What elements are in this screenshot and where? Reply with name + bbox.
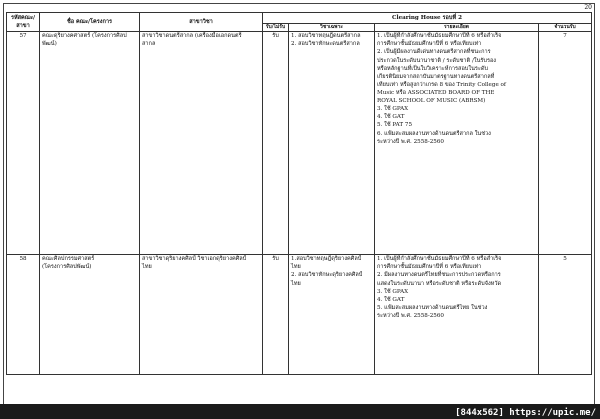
table-row <box>7 32 592 255</box>
row-details: 1. เป็นผู้ที่กำลังศึกษาชั้นมัธยมศึกษาปีที่ 6 หรือสำเร็จ การศึกษาชั้นมัธยมศึกษาปีที่ 6 หรือเทียบเท่า 2. เป็นผู้มีผลงานดีเด่นทางดนตรีสากลที่ชนะการ ประกวดในระดับนานาชาติ / ระดับชาติ /ในรับรอง หรือหลักฐานที่เป็นใบวิเคราะห์การสอบในระดับ เกียรตินิยมจากสถาบันมาตรฐานทางดนตรีสากลที่ เทียบเท่า หรือสูงกว่าเกรด 8 ของ Trinity College of Music หรือ ASSOCIATED BOARD OF THE ROYAL SCHOOL OF MUSIC (ABRSM) 3. ใช้ GPAX 4. ใช้ GAT 5. ใช้ PAT 75 6. แฟ้มสะสมผลงานทางด้านดนตรีสากล ในช่วง ระหว่างปี พ.ศ. 2558-2560 <box>375 32 539 255</box>
watermark-text: [844x562] https://upic.me/ <box>455 408 596 418</box>
row-faculty: คณะดุริยางคศาสตร์ (โครงการศิลปพัฒน์) <box>40 32 140 255</box>
row-branch: สาขาวิชาดุริยางคศิลป์ วิชาเอกดุริยางคศิลป์ ไทย <box>140 255 263 375</box>
faculty-header: ชื่อ คณะ/โครงการ <box>40 13 140 32</box>
row-code: 58 <box>7 255 40 375</box>
row-code: 57 <box>7 32 40 255</box>
page-number: 20 <box>584 4 592 11</box>
row-accept: รับ <box>263 255 289 375</box>
row-branch: สาขาวิชาดนตรีสากล (เครื่องมือเอกดนตรี สากล <box>140 32 263 255</box>
clearing-header: Clearing House รอบที่ 2 <box>263 13 592 24</box>
row-subjects: 1. สอบวิชาทฤษฎีดนตรีสากล 2. สอบวิชาทักษะดนตรีสากล <box>289 32 375 255</box>
code-header: รหัสคณะ/ สาขา <box>7 13 40 32</box>
row-count: 5 <box>539 255 592 375</box>
count-header: จำนวนรับ <box>539 24 592 32</box>
branch-header: สาขาวิชา <box>140 13 263 32</box>
watermark-band <box>0 404 600 419</box>
row-details: 1. เป็นผู้ที่กำลังศึกษาชั้นมัธยมศึกษาปีที่ 6 หรือสำเร็จ การศึกษาชั้นมัธยมศึกษาปีที่ 6 หรือเทียบเท่า 2. มีผลงานทางดนตรีไทยที่ชนะการประกวดหรือการ แสดงในระดับนานา หรือระดับชาติ หรือระดับจังหวัด 3. ใช้ GPAX 4. ใช้ GAT 5. แฟ้มสะสมผลงานทางด้านดนตรีไทย ในช่วง ระหว่างปี พ.ศ. 2558-2560 <box>375 255 539 375</box>
row-count: 7 <box>539 32 592 255</box>
table-row <box>7 255 592 375</box>
admission-table <box>6 12 592 375</box>
row-accept: รับ <box>263 32 289 255</box>
subjects-header: วิชาเฉพาะ <box>289 24 375 32</box>
detail-header: รายละเอียด <box>375 24 539 32</box>
row-faculty: คณะศิลปกรรมศาสตร์ (โครงการศิลปพัฒน์) <box>40 255 140 375</box>
row-subjects: 1.สอบวิชาทฤษฎีดุริยางคศิลป์ ไทย 2. สอบวิชาทักษะดุริยางคศิลป์ ไทย <box>289 255 375 375</box>
accept-header: รับ/ไม่รับ <box>263 24 289 32</box>
